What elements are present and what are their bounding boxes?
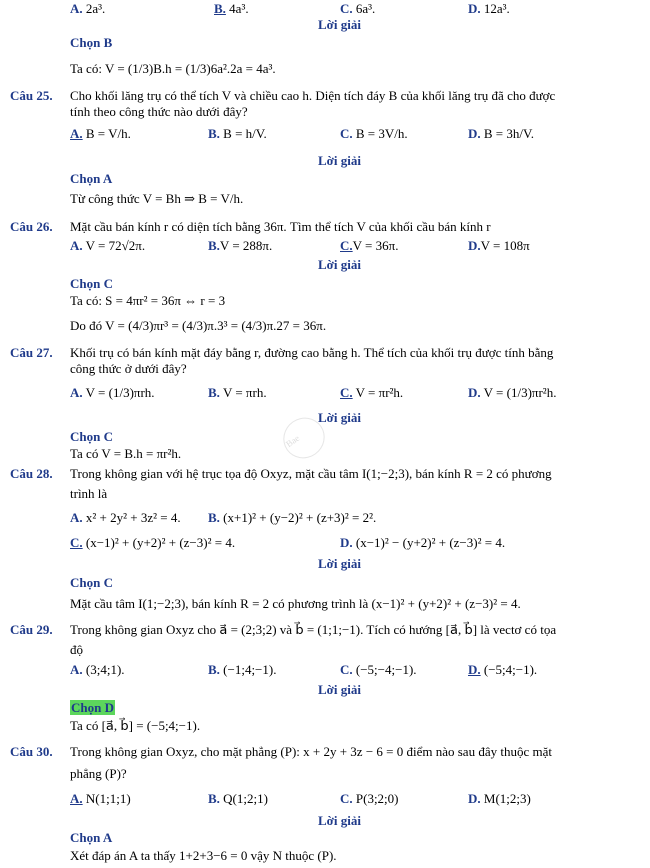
option-a: A. N(1;1;1) [70, 791, 131, 806]
top-option-c: C. 6a³. [340, 1, 376, 16]
solution-text: Mặt cầu tâm I(1;−2;3), bán kính R = 2 có phương trình là (x−1)² + (y+2)² + (z−3)² = 4. [70, 596, 521, 611]
loi-giai-heading: Lời giải [318, 257, 361, 272]
option-b: B. B = h/V. [208, 126, 267, 141]
option-b: B. V = πrh. [208, 385, 267, 400]
option-b: B. Q(1;2;1) [208, 791, 268, 806]
question-text: công thức ở dưới đây? [70, 361, 187, 376]
loi-giai-heading: Lời giải [318, 556, 361, 571]
question-text: Trong không gian với hệ trục tọa độ Oxyz, mặt cầu tâm I(1;−2;3), bán kính R = 2 có phương [70, 466, 552, 481]
solution-text: Do đó V = (4/3)πr³ = (4/3)π.3³ = (4/3)π.27 = 36π. [70, 318, 327, 333]
question-text: Mặt cầu bán kính r có diện tích bằng 36π. Tìm thể tích V của khối cầu bán kính r [70, 219, 491, 234]
solution-text: Ta có [a⃗, b⃗] = (−5;4;−1). [70, 718, 201, 733]
watermark-logo: Bae [275, 410, 332, 467]
question-number: Câu 29. [10, 622, 53, 637]
top-option-b: B. 4a³. [214, 1, 249, 16]
option-c: C. (x−1)² + (y+2)² + (z−3)² = 4. [70, 535, 236, 550]
chon-heading: Chọn A [70, 830, 113, 845]
question-text: Cho khối lăng trụ có thể tích V và chiều cao h. Diện tích đáy B của khối lăng trụ đã cho được [70, 88, 556, 103]
option-d: D. B = 3h/V. [468, 126, 534, 141]
option-c: C. B = 3V/h. [340, 126, 408, 141]
question-text: độ [70, 642, 83, 657]
question-number: Câu 27. [10, 345, 53, 360]
option-b: B. (x+1)² + (y−2)² + (z+3)² = 2². [208, 510, 377, 525]
solution-text: Ta có: S = 4πr² = 36π ⇔ r = 3 [70, 293, 226, 308]
chon-heading: Chọn B [70, 35, 113, 50]
question-text: Trong không gian Oxyz cho a⃗ = (2;3;2) và b⃗ = (1;1;−1). Tích có hướng [a⃗, b⃗] là vectơ có tọa [70, 622, 557, 637]
option-d: D.V = 108π [468, 238, 530, 253]
option-a: A. (3;4;1). [70, 662, 125, 677]
question-number: Câu 28. [10, 466, 53, 481]
chon-heading: Chọn D [71, 700, 114, 715]
option-d: D. V = (1/3)πr²h. [468, 385, 557, 400]
question-text: Khối trụ có bán kính mặt đáy bằng r, đường cao bằng h. Thể tích của khối trụ được tính bằng [70, 345, 554, 360]
option-b: B. (−1;4;−1). [208, 662, 277, 677]
chon-heading: Chọn C [70, 429, 113, 444]
chon-heading: Chọn C [70, 276, 113, 291]
loi-giai-heading: Lời giải [318, 682, 361, 697]
loi-giai-heading: Lời giải [318, 813, 361, 828]
option-a: A. V = 72√2π. [70, 238, 146, 253]
solution-text: Từ công thức V = Bh ⇒ B = V/h. [70, 191, 244, 206]
loi-giai-heading: Lời giải [318, 410, 361, 425]
solution-text: Ta có: V = (1/3)B.h = (1/3)6a².2a = 4a³. [70, 61, 276, 76]
solution-text: Ta có V = B.h = πr²h. [70, 446, 182, 461]
question-text: phẳng (P)? [70, 766, 127, 781]
option-d: D. (x−1)² − (y+2)² + (z−3)² = 4. [340, 535, 506, 550]
question-text: Trong không gian Oxyz, cho mặt phẳng (P): x + 2y + 3z − 6 = 0 điểm nào sau đây thuộc mặt [70, 744, 552, 759]
option-d: D. M(1;2;3) [468, 791, 531, 806]
option-d: D. (−5;4;−1). [468, 662, 538, 677]
option-a: A. x² + 2y² + 3z² = 4. [70, 510, 181, 525]
option-b: B.V = 288π. [208, 238, 273, 253]
chon-heading: Chọn A [70, 171, 113, 186]
question-text: trình là [70, 486, 108, 501]
solution-text: Xét đáp án A ta thấy 1+2+3−6 = 0 vậy N thuộc (P). [70, 848, 337, 863]
question-number: Câu 26. [10, 219, 53, 234]
option-c: C. V = πr²h. [340, 385, 404, 400]
question-number: Câu 30. [10, 744, 53, 759]
loi-giai-heading: Lời giải [318, 17, 361, 32]
top-option-d: D. 12a³. [468, 1, 510, 16]
loi-giai-heading: Lời giải [318, 153, 361, 168]
question-number: Câu 25. [10, 88, 53, 103]
chon-heading: Chọn C [70, 575, 113, 590]
option-c: C. P(3;2;0) [340, 791, 399, 806]
top-option-a: A. 2a³. [70, 1, 106, 16]
option-a: A. V = (1/3)πrh. [70, 385, 155, 400]
option-c: C. (−5;−4;−1). [340, 662, 417, 677]
option-c: C.V = 36π. [340, 238, 399, 253]
option-a: A. B = V/h. [70, 126, 131, 141]
question-text: tính theo công thức nào dưới đây? [70, 104, 248, 119]
